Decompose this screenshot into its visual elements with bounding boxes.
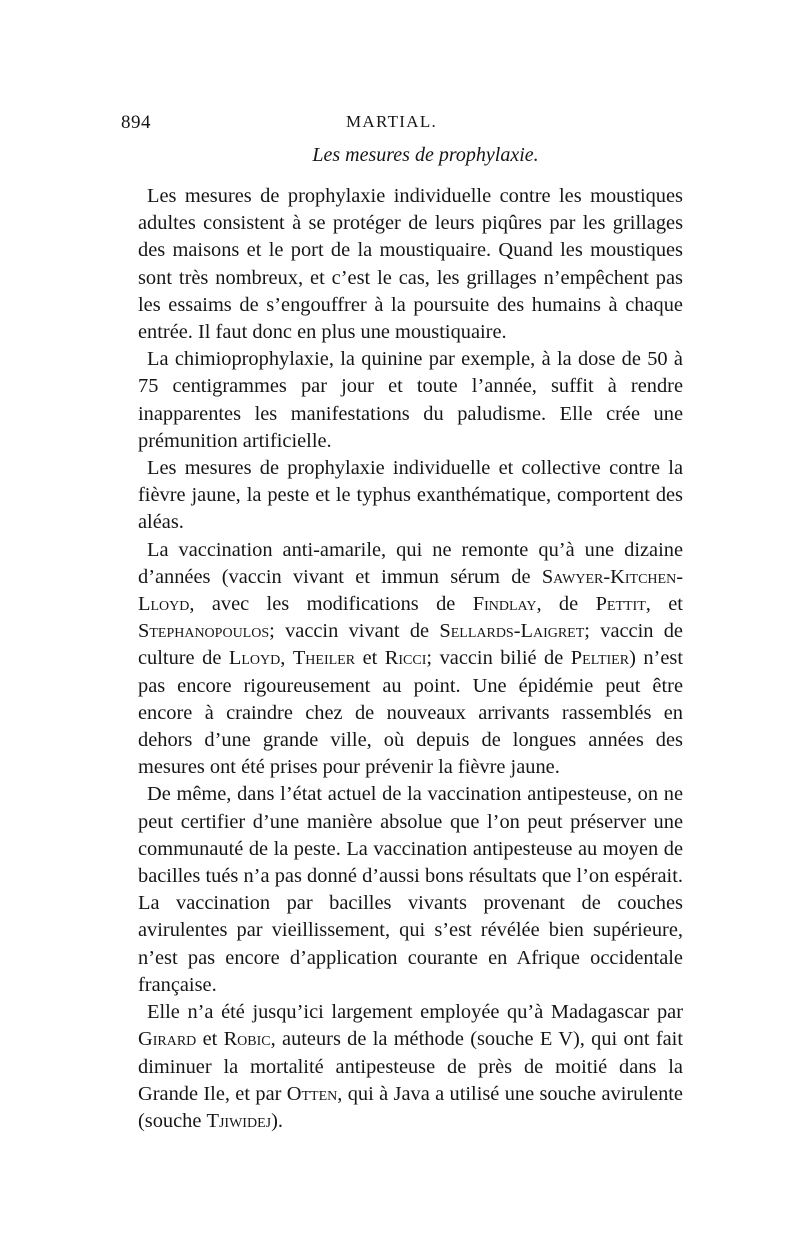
- author-name: Theiler: [292, 647, 356, 670]
- author-name: Girard: [138, 1028, 197, 1051]
- author-name: Peltier: [570, 647, 630, 670]
- text-segment: , auteurs de la méthode (souche E V), qui ont fait diminuer la mortalité antipesteuse de près de moitié dans la Grande Ile, et par: [138, 1028, 683, 1105]
- text-segment: , avec les modifications de: [189, 593, 473, 616]
- author-name: Ricci: [384, 647, 427, 670]
- running-head-author: MARTIAL.: [346, 112, 438, 131]
- paragraph-5: De même, dans l’état actuel de la vaccination antipesteuse, on ne peut certifier d’une manière absolue que l’on peut préserver une communauté de la peste. La vaccination antipesteuse au moyen de bacilles tués n’a pas donné d’aussi bons résultats que l’on espérait. La vaccination par bacilles vivants provenant de couches avirulentes par vieillissement, qui s’est révélée bien supérieure, n’est pas encore d’application courante en Afrique occidentale française.: [138, 783, 683, 996]
- author-name: Sellards-Laigret: [439, 620, 585, 643]
- author-name: Stephanopoulos: [138, 620, 270, 643]
- paragraph-2: La chimioprophylaxie, la quinine par exemple, à la dose de 50 à 75 centigrammes par jour et toute l’année, suffit à rendre inapparentes les manifestations du paludisme. Elle crée une prémunition artificielle.: [138, 348, 683, 452]
- text-segment: ; vaccin de culture de: [138, 620, 683, 670]
- book-page: [121, 112, 683, 1135]
- text-segment: Elle n’a été jusqu’ici largement employée qu’à Madagascar par: [147, 1001, 683, 1024]
- author-name: Tjiwidej: [206, 1109, 272, 1132]
- author-name: Findlay: [472, 593, 537, 616]
- author-name: Otten: [286, 1082, 338, 1105]
- author-name: Robic: [223, 1028, 271, 1051]
- body-text: [138, 183, 683, 1135]
- text-segment: , de: [536, 593, 596, 616]
- text-segment: ; vaccin vivant de: [269, 620, 440, 643]
- text-segment: La vaccination anti-amarile, qui ne remonte qu’à une dizaine d’années (vaccin vivant et immun sérum de: [138, 538, 683, 588]
- running-head: [121, 112, 683, 144]
- text-segment: et: [355, 647, 385, 670]
- text-segment: ; vaccin bilié de: [426, 647, 571, 670]
- section-title: Les mesures de prophylaxie.: [312, 144, 539, 166]
- text-segment: et: [196, 1028, 224, 1051]
- author-name: Pettit: [595, 593, 646, 616]
- author-name: Sawyer-Kitchen-Lloyd: [138, 565, 683, 616]
- paragraph-4: [138, 537, 683, 782]
- page-number: 894: [121, 112, 151, 133]
- author-name: Lloyd: [228, 647, 281, 670]
- text-segment: , et: [645, 593, 683, 616]
- text-segment: ,: [280, 647, 293, 670]
- paragraph-3: Les mesures de prophylaxie individuelle et collective contre la fièvre jaune, la peste et le typhus exanthématique, comportent des aléas.: [138, 457, 683, 534]
- text-segment: ) n’est pas encore rigoureusement au point. Une épidémie peut être encore à craindre chez de nouveaux arrivants rassemblés en dehors d’une grande ville, où depuis de longues années des mesures ont été prises pour prévenir la fièvre jaune.: [138, 647, 683, 779]
- text-segment: ).: [271, 1109, 283, 1132]
- paragraph-1: Les mesures de prophylaxie individuelle contre les moustiques adultes consistent à se protéger de leurs piqûres par les grillages des maisons et le port de la moustiquaire. Quand les moustiques sont très nombreux, et c’est le cas, les grillages n’empêchent pas les essaims de s’engouffrer à la poursuite des humains à chaque entrée. Il faut donc en plus une moustiquaire.: [138, 185, 683, 344]
- text-segment: , qui à Java a utilisé une souche avirulente (souche: [138, 1082, 683, 1132]
- paragraph-6: [138, 999, 683, 1135]
